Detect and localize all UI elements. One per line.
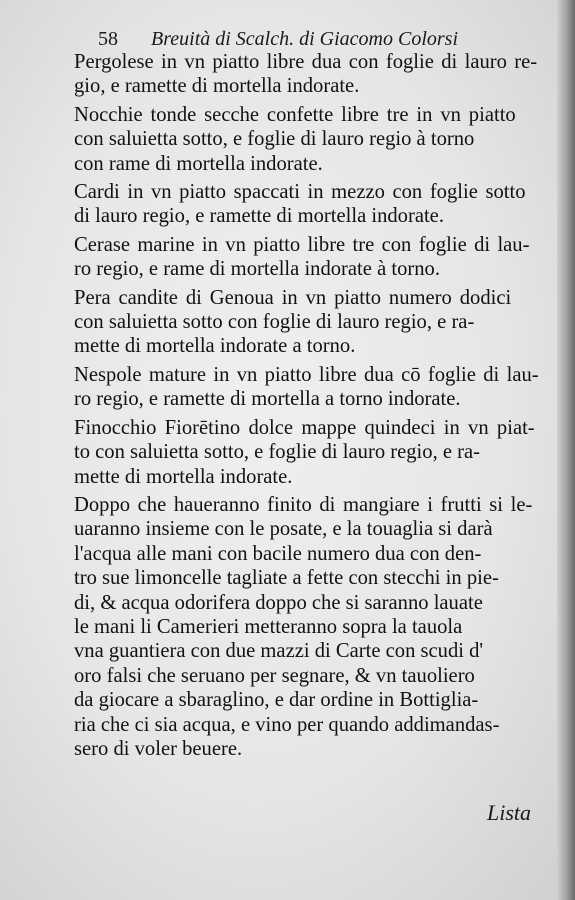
text-line: to con saluietta sotto, e foglie di lauro regio, e ra- — [74, 441, 481, 464]
text-line: Pergolese in vn piatto libre dua con foglie di lauro re- — [74, 51, 538, 73]
body-text — [74, 50, 540, 765]
text-line: con rame di mortella indorate. — [74, 152, 323, 175]
text-line: mette di mortella indorate a torno. — [74, 335, 356, 358]
text-line: uaranno insieme con le posate, e la touaglia si darà — [74, 518, 493, 541]
text-line: le mani li Camerieri metteranno sopra la tauola — [74, 615, 463, 638]
text-line: ro regio, e rame di mortella indorate à torno. — [74, 258, 440, 281]
text-line: ria che ci sia acqua, e vino per quando addimandas- — [74, 713, 500, 736]
paragraph — [74, 363, 540, 412]
text-line: Finocchio Fiorētino dolce mappe quindeci in vn piat- — [74, 416, 535, 439]
text-line: Nespole mature in vn piatto libre dua cō foglie di lau- — [74, 363, 539, 386]
text-line: mette di mortella indorate. — [74, 465, 293, 488]
catchword: Lista — [487, 800, 532, 825]
text-line: con saluietta sotto con foglie di lauro regio, e ra- — [74, 311, 475, 334]
text-line: oro falsi che seruano per segnare, & vn tauoliero — [74, 664, 475, 687]
text-line: sero di voler beuere. — [74, 737, 243, 760]
text-line: di lauro regio, e ramette di mortella indorate. — [74, 205, 444, 228]
running-title: Breuità di Scalch. di Giacomo Colorsi — [151, 28, 459, 50]
text-line: Doppo che haueranno finito di mangiare i frutti si le- — [74, 493, 533, 516]
text-line: Pera candite di Genoua in vn piatto numero dodici — [74, 286, 512, 309]
text-line: con saluietta sotto, e foglie di lauro regio à torno — [74, 128, 475, 151]
page-number: 58 — [98, 28, 118, 50]
text-line: Cerase marine in vn piatto libre tre con foglie di lau- — [74, 233, 530, 256]
text-line: l'acqua alle mani con bacile numero dua con den- — [74, 542, 482, 565]
paragraph — [74, 416, 540, 489]
text-line: vna guantiera con due mazzi di Carte con scudi d' — [74, 640, 484, 663]
paragraph — [74, 233, 540, 282]
running-head — [98, 28, 538, 51]
text-line: di, & acqua odorifera doppo che si saranno lauate — [74, 591, 483, 614]
text-line: tro sue limoncelle tagliate a fette con stecchi in pie- — [74, 567, 499, 590]
paragraph — [74, 103, 540, 176]
paragraph — [74, 286, 540, 359]
text-line: da giocare a sbaraglino, e dar ordine in Bottiglia- — [74, 689, 479, 712]
text-line: Cardi in vn piatto spaccati in mezzo con foglie sotto — [74, 181, 526, 204]
paragraph — [74, 493, 540, 761]
paragraph — [74, 180, 540, 229]
text-line: gio, e ramette di mortella indorate. — [74, 75, 360, 98]
page-gutter-shadow — [557, 0, 575, 900]
text-line: Nocchie tonde secche confette libre tre in vn piatto — [74, 103, 516, 126]
text-line: ro regio, e ramette di mortella a torno indorate. — [74, 388, 461, 411]
paragraph — [74, 50, 540, 99]
